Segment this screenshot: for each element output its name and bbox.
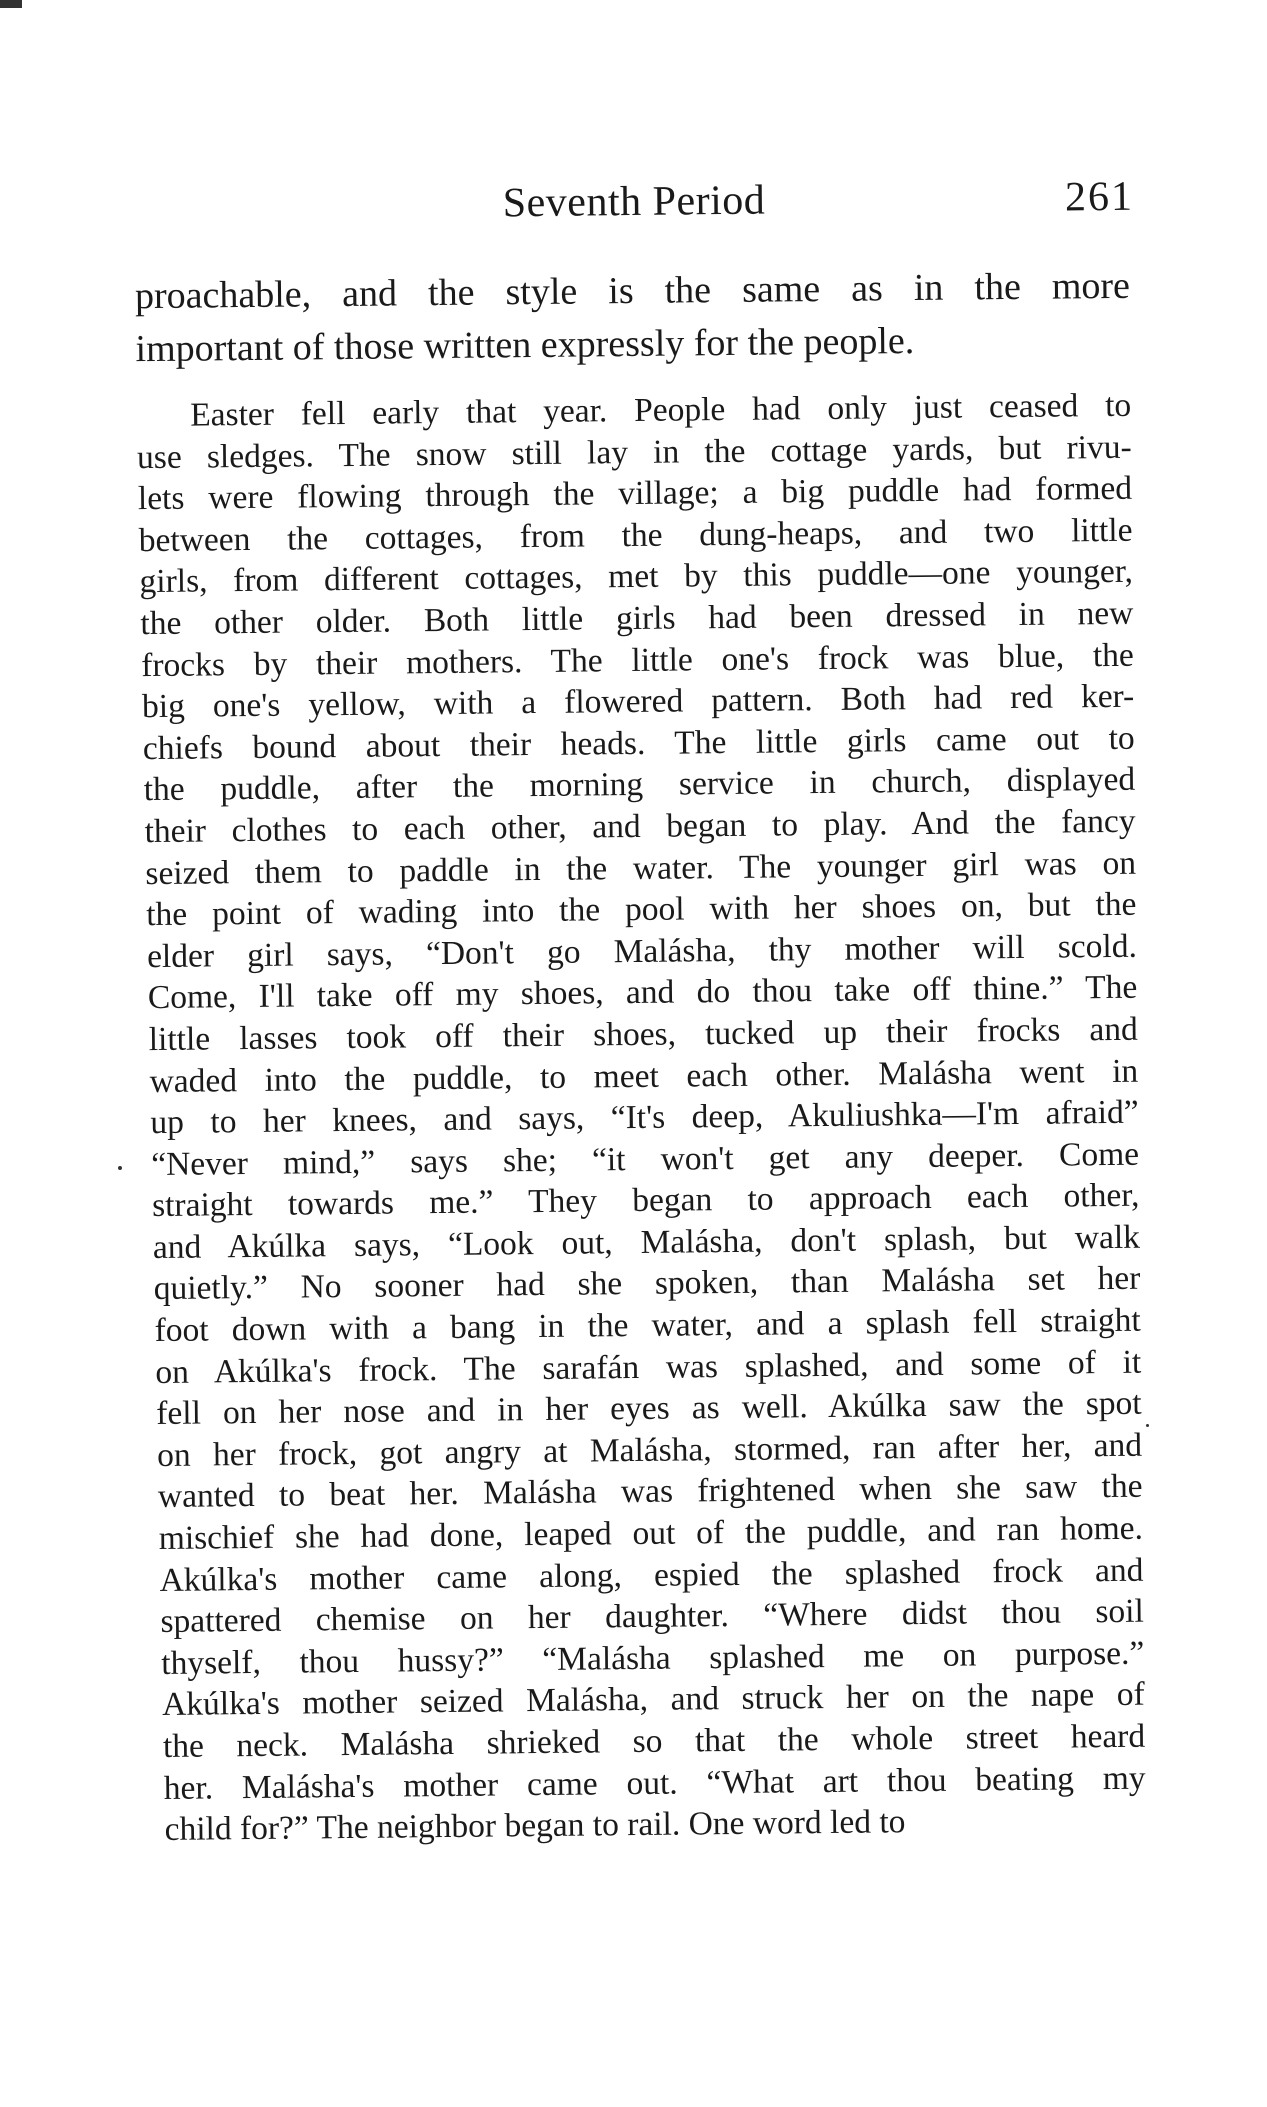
text-line: Easter fell early that year. People had only just ceased to <box>190 386 1132 434</box>
text-line: straight towards me.” They began to approach each other, <box>151 1177 1140 1225</box>
text-line: “Never mind,” says she; “it won't get any deeper. Come <box>151 1135 1140 1183</box>
text-line: child for?” The neighbor began to rail. One word led to <box>164 1803 906 1849</box>
text-line: big one's yellow, with a flowered pattern. Both had red ker- <box>141 677 1135 726</box>
text-line: her. Malásha's mother came out. “What art thou beating my <box>163 1759 1146 1807</box>
text-line: the puddle, after the morning service in church, displayed <box>143 761 1136 809</box>
text-line: lets were flowing through the village; a big puddle had formed <box>137 469 1133 518</box>
text-line: thyself, thou hussy?” “Malásha splashed me on purpose.” <box>161 1634 1145 1682</box>
paragraph-story <box>136 385 1146 1851</box>
text-line: important of those written expressly for the people. <box>135 320 915 371</box>
text-line: frocks by their mothers. The little one's frock was blue, the <box>141 636 1134 684</box>
text-line: little lasses took off their shoes, tucked up their frocks and <box>148 1010 1138 1058</box>
text-line: mischief she had done, leaped out of the puddle, and ran home. <box>158 1509 1144 1558</box>
text-line: on her frock, got angry at Malásha, stormed, ran after her, and <box>156 1426 1143 1474</box>
text-line: proachable, and the style is the same as in the more <box>134 264 1131 318</box>
text-line: Akúlka's mother seized Malásha, and struck her on the nape of <box>161 1676 1145 1724</box>
running-header <box>134 173 1134 233</box>
text-line: foot down with a bang in the water, and a splash fell straight <box>154 1301 1141 1350</box>
text-line: waded into the puddle, to meet each other. Malásha went in <box>149 1052 1139 1100</box>
text-line: fell on her nose and in her eyes as well. Akúlka saw the spot <box>156 1384 1142 1433</box>
text-line: girls, from different cottages, met by this puddle—one younger, <box>139 553 1134 601</box>
text-line: the point of wading into the pool with her shoes on, but the <box>146 885 1137 934</box>
scan-speck <box>0 0 22 8</box>
text-line: the other older. Both little girls had been dressed in new <box>140 594 1134 643</box>
text-line: Akúlka's mother came along, espied the splashed frock and <box>159 1551 1144 1599</box>
text-line: and Akúlka says, “Look out, Malásha, don't splash, but walk <box>152 1218 1141 1266</box>
text-line: Come, I'll take off my shoes, and do thou take off thine.” The <box>147 969 1138 1017</box>
text-line: between the cottages, from the dung-heaps, and two little <box>138 511 1133 559</box>
page-number: 261 <box>1064 173 1135 221</box>
paragraph-intro <box>135 260 1131 376</box>
text-line: elder girl says, “Don't go Malásha, thy mother will scold. <box>146 927 1138 975</box>
text-line: seized them to paddle in the water. The younger girl was on <box>145 844 1137 892</box>
text-line: up to her knees, and says, “It's deep, Akuliushka—I'm afraid” <box>150 1093 1139 1142</box>
text-line: chiefs bound about their heads. The little girls came out to <box>142 719 1135 767</box>
scan-speck <box>1146 1424 1149 1427</box>
text-line: the neck. Malásha shrieked so that the whole street heard <box>162 1717 1146 1765</box>
text-line: on Akúlka's frock. The sarafán was splashed, and some of it <box>155 1343 1142 1391</box>
scan-speck <box>118 1166 122 1170</box>
text-line: quietly.” No sooner had she spoken, than Malásha set her <box>153 1260 1141 1308</box>
text-line: spattered chemise on her daughter. “Where didst thou soil <box>160 1592 1145 1641</box>
text-line: their clothes to each other, and began to play. And the fancy <box>144 802 1136 851</box>
text-line: use sledges. The snow still lay in the cottage yards, but rivu- <box>136 428 1132 476</box>
text-line: wanted to beat her. Malásha was frightened when she saw the <box>157 1468 1143 1516</box>
chapter-title: Seventh Period <box>502 177 766 227</box>
